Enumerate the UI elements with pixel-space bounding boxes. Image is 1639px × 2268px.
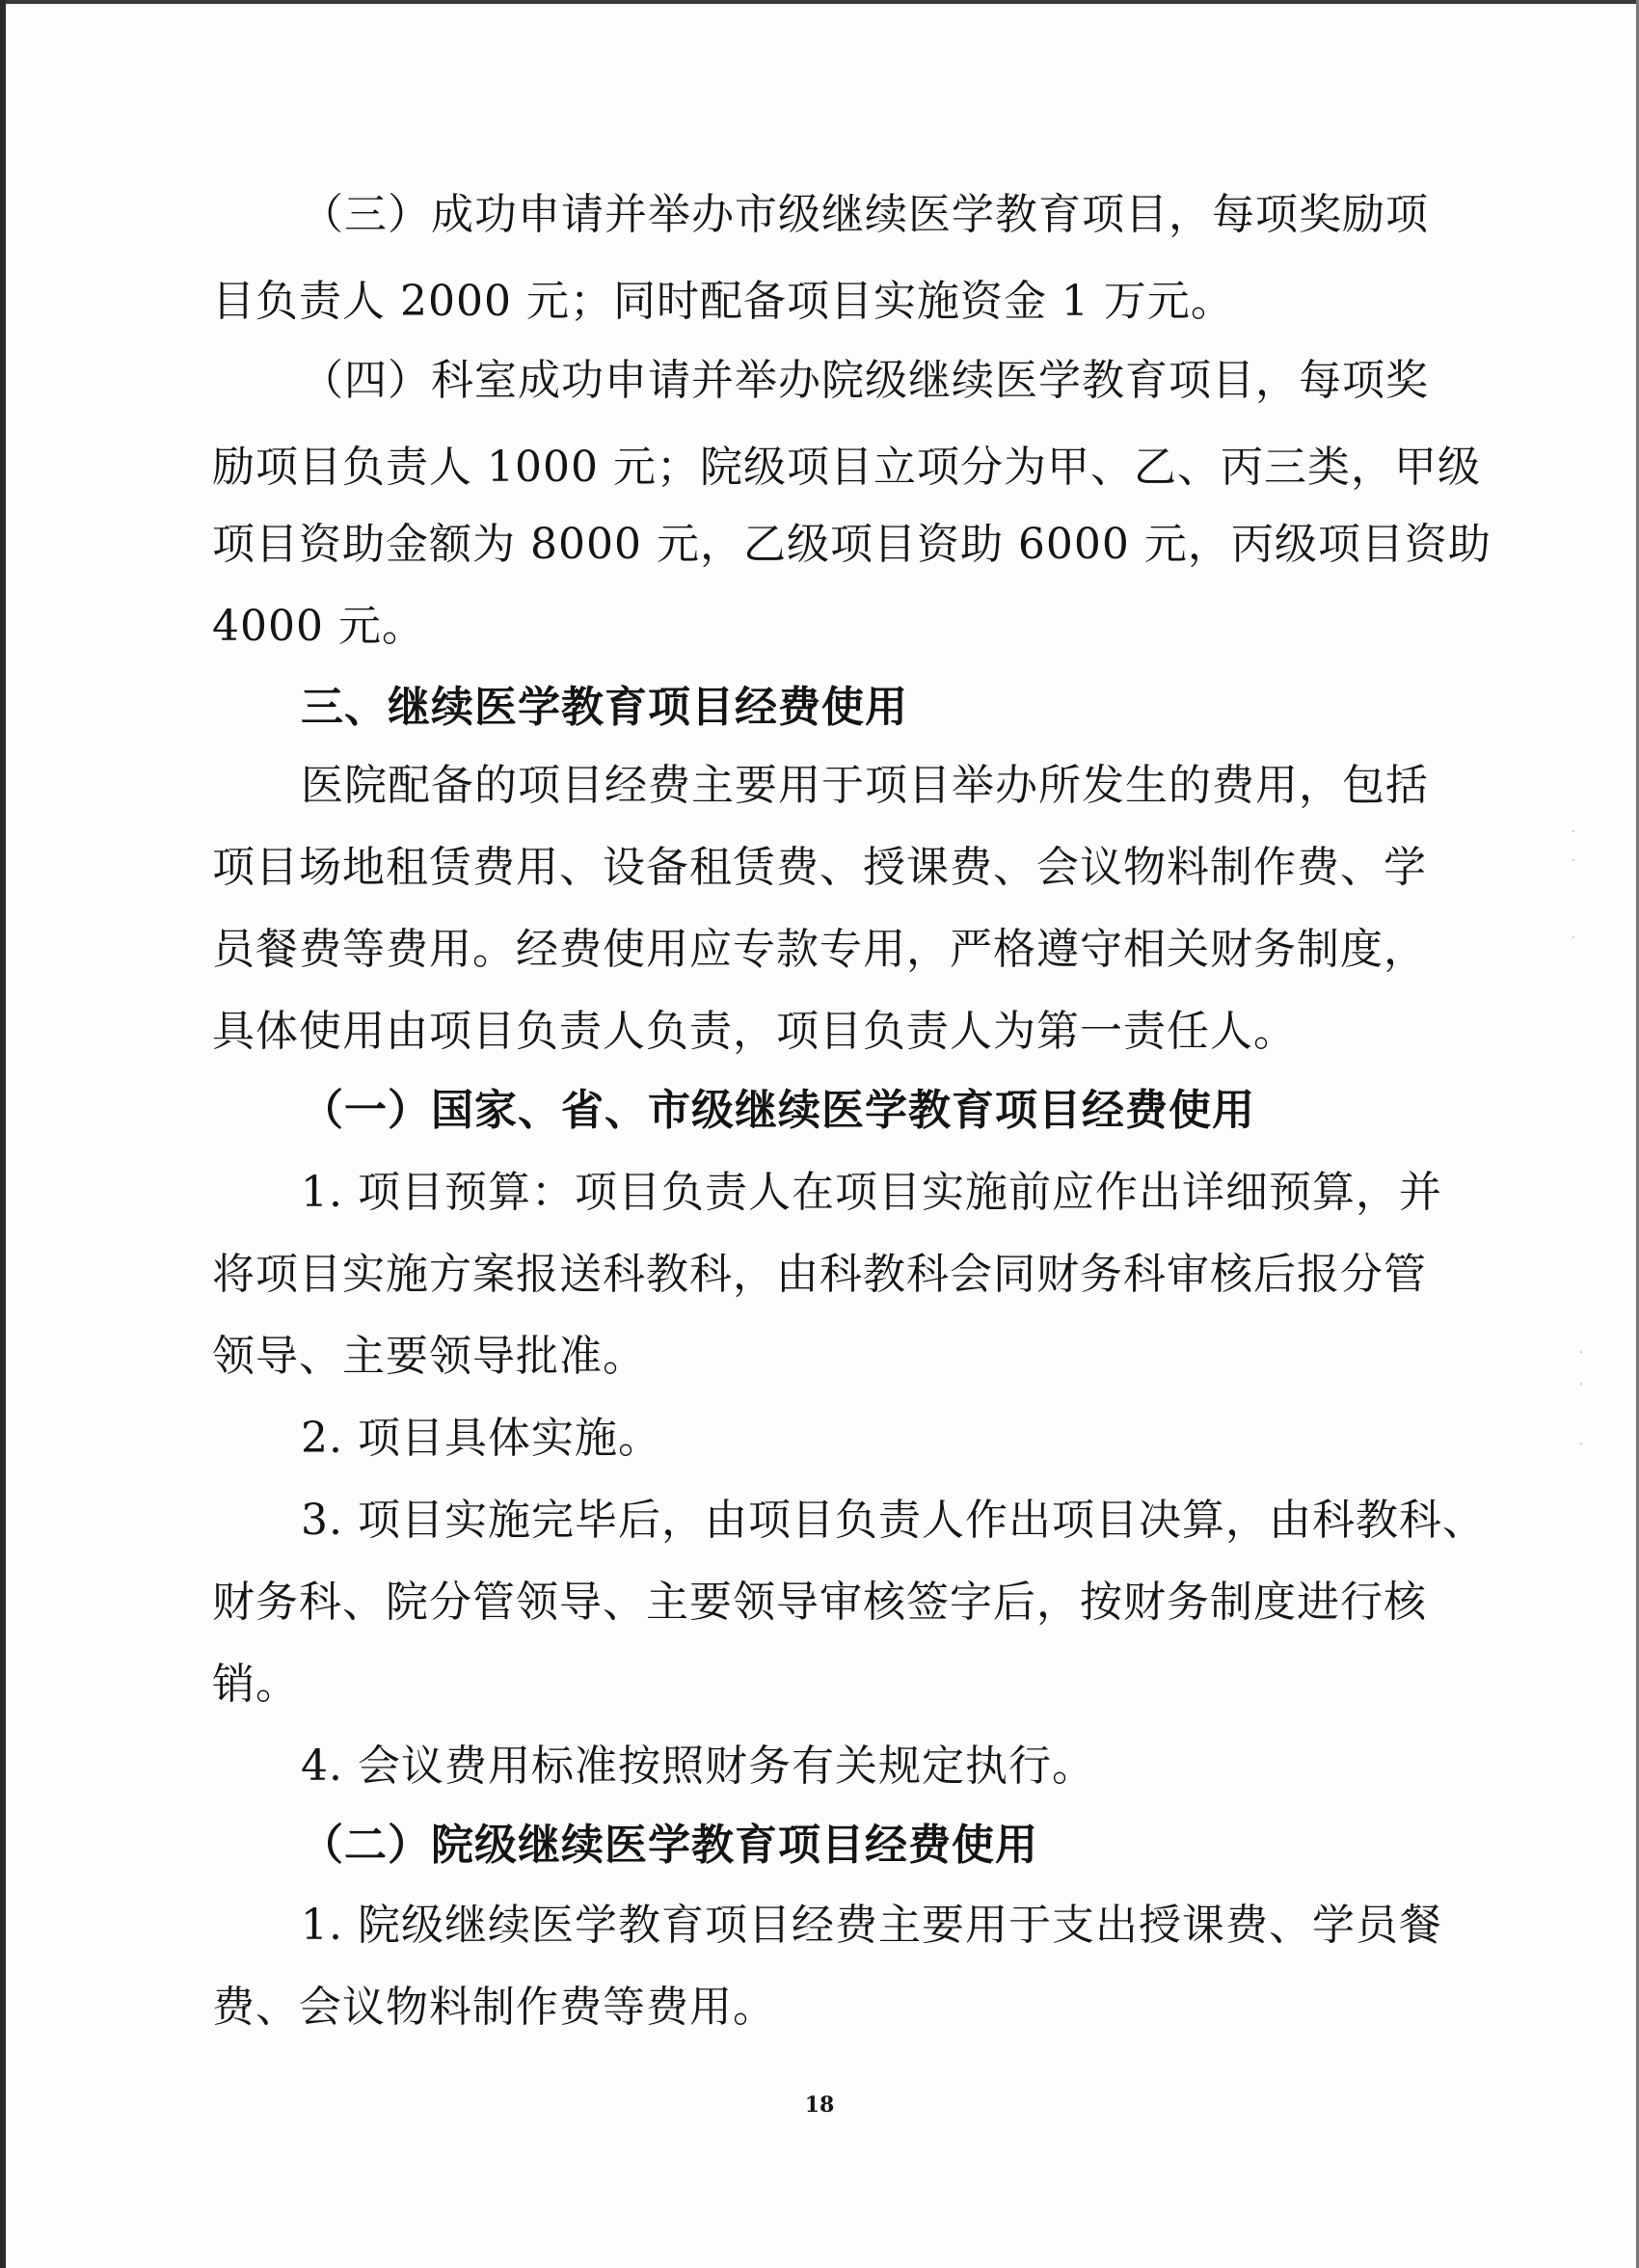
paragraph-line: 1. 院级继续医学教育项目经费主要用于支出授课费、学员餐	[301, 1901, 1442, 1950]
paragraph-line: 项目场地租赁费用、设备租赁费、授课费、会议物料制作费、学	[212, 843, 1427, 892]
paragraph-line: 销。	[212, 1660, 299, 1709]
paragraph-line: 2. 项目具体实施。	[301, 1414, 661, 1463]
paragraph-line: 医院配备的项目经费主要用于项目举办所发生的费用，包括	[301, 761, 1429, 810]
scan-artifact: ·	[1571, 824, 1576, 840]
scan-artifact: ·	[1571, 931, 1576, 946]
paragraph-line: 具体使用由项目负责人负责，项目负责人为第一责任人。	[212, 1007, 1297, 1056]
paragraph-line: （四）科室成功申请并举办院级继续医学教育项目，每项奖	[301, 356, 1429, 405]
paragraph-line: 目负责人 2000 元；同时配备项目实施资金 1 万元。	[212, 277, 1234, 326]
scan-artifact: ·	[1578, 1437, 1584, 1452]
paragraph-line: 财务科、院分管领导、主要领导审核签字后，按财务制度进行核	[212, 1578, 1427, 1627]
paragraph-line: 4. 会议费用标准按照财务有关规定执行。	[301, 1742, 1095, 1791]
subsection-heading: （二）院级继续医学教育项目经费使用	[301, 1821, 1038, 1870]
paragraph-line: 3. 项目实施完毕后，由项目负责人作出项目决算，由科教科、	[301, 1496, 1486, 1545]
scan-edge-top	[0, 0, 1639, 4]
paragraph-line: 领导、主要领导批准。	[212, 1332, 646, 1381]
paragraph-line: 员餐费等费用。经费使用应专款专用，严格遵守相关财务制度，	[212, 925, 1427, 974]
scan-artifact: ·	[1571, 853, 1576, 869]
section-heading: 三、继续医学教育项目经费使用	[301, 683, 908, 732]
paragraph-line: 4000 元。	[212, 602, 425, 651]
paragraph-line: （三）成功申请并举办市级继续医学教育项目，每项奖励项	[301, 190, 1429, 239]
subsection-heading: （一）国家、省、市级继续医学教育项目经费使用	[301, 1086, 1255, 1135]
paragraph-line: 将项目实施方案报送科教科，由科教科会同财务科审核后报分管	[212, 1250, 1427, 1299]
page-number: 18	[804, 2092, 835, 2118]
scan-artifact: ·	[1578, 1377, 1584, 1392]
paragraph-line: 1. 项目预算：项目负责人在项目实施前应作出详细预算，并	[301, 1168, 1442, 1217]
paragraph-line: 项目资助金额为 8000 元，乙级项目资助 6000 元，丙级项目资助	[212, 520, 1491, 569]
paragraph-line: 励项目负责人 1000 元；院级项目立项分为甲、乙、丙三类，甲级	[212, 443, 1481, 492]
paragraph-line: 费、会议物料制作费等费用。	[212, 1983, 776, 2032]
scan-edge-left	[0, 0, 6, 2268]
scan-artifact: ·	[1578, 1345, 1584, 1361]
